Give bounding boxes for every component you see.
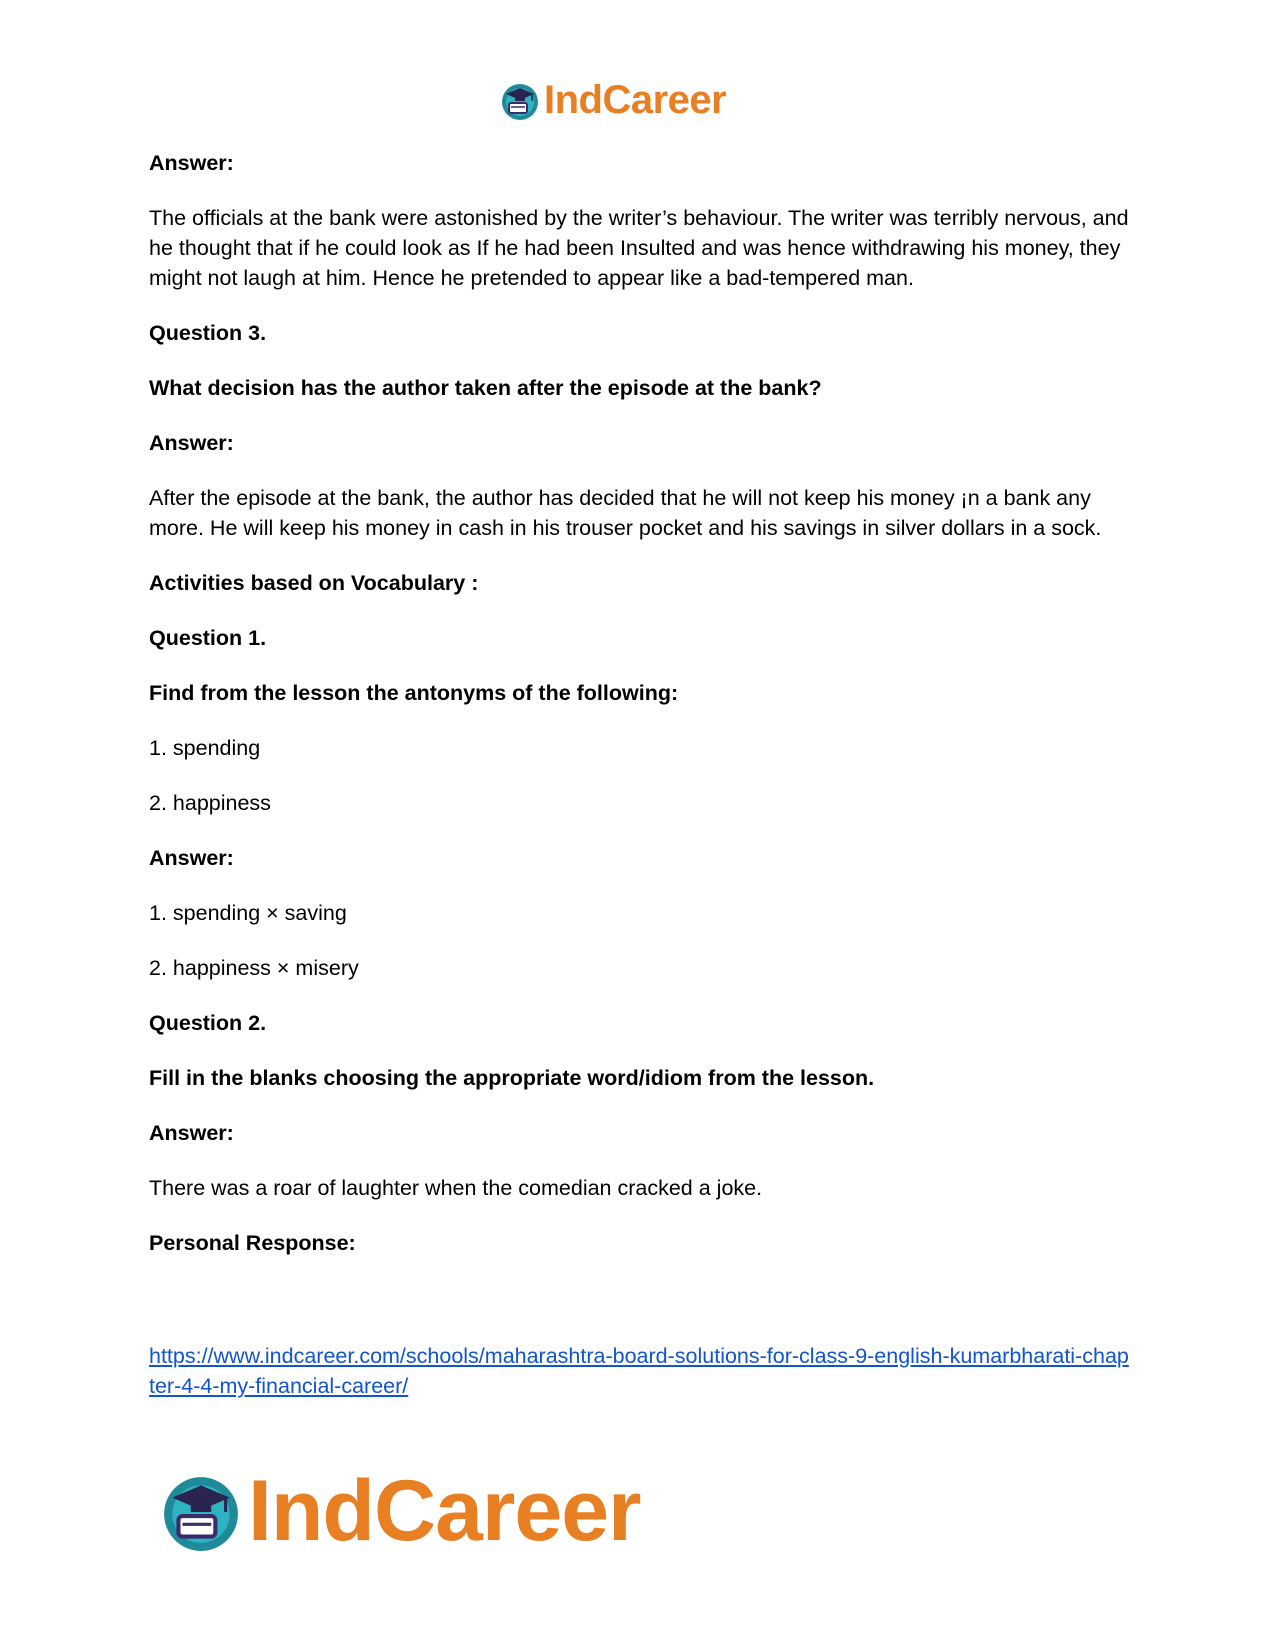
spacer: [149, 1283, 1129, 1341]
question-text: Find from the lesson the antonyms of the following:: [149, 681, 679, 705]
question-text: Fill in the blanks choosing the appropriate word/idiom from the lesson.: [149, 1066, 875, 1090]
question-label: Question 1.: [149, 626, 267, 650]
brand-logo-text: IndCareer: [544, 78, 727, 122]
list-item: 1. spending: [149, 736, 261, 760]
graduation-book-icon: [500, 81, 540, 121]
question-label: Question 3.: [149, 321, 267, 345]
answer-paragraph: The officials at the bank were astonished by the writer’s behaviour. The writer was terribly nervous, and he thought that if he could look as If he had been Insulted and was hence withdrawing his money, they might not laugh at him. Hence he pretended to appear like a bad-tempered man.: [149, 206, 1129, 290]
answer-heading: Answer:: [149, 431, 234, 455]
source-link[interactable]: https://www.indcareer.com/schools/maharashtra-board-solutions-for-class-9-english-kumarbharati-chapter-4-4-my-financial-career/: [149, 1344, 1129, 1398]
answer-heading: Answer:: [149, 1121, 234, 1145]
answer-paragraph: There was a roar of laughter when the comedian cracked a joke.: [149, 1176, 763, 1200]
list-item: 2. happiness: [149, 791, 271, 815]
answer-heading: Answer:: [149, 846, 234, 870]
document-body: [149, 148, 1129, 1401]
header-logo: [500, 78, 726, 123]
footer-logo: [160, 1462, 641, 1561]
list-item: 1. spending × saving: [149, 901, 347, 925]
section-heading: Activities based on Vocabulary :: [149, 571, 479, 595]
list-item: 2. happiness × misery: [149, 956, 359, 980]
question-label: Question 2.: [149, 1011, 267, 1035]
question-text: What decision has the author taken after the episode at the bank?: [149, 376, 822, 400]
answer-heading: Answer:: [149, 151, 234, 175]
brand-logo-text: IndCareer: [248, 1463, 641, 1559]
answer-paragraph: After the episode at the bank, the author has decided that he will not keep his money ¡n a bank any more. He will keep his money in cash in his trouser pocket and his savings in silver dollars in a sock.: [149, 486, 1102, 540]
section-heading: Personal Response:: [149, 1231, 356, 1255]
graduation-book-icon: [160, 1471, 242, 1553]
